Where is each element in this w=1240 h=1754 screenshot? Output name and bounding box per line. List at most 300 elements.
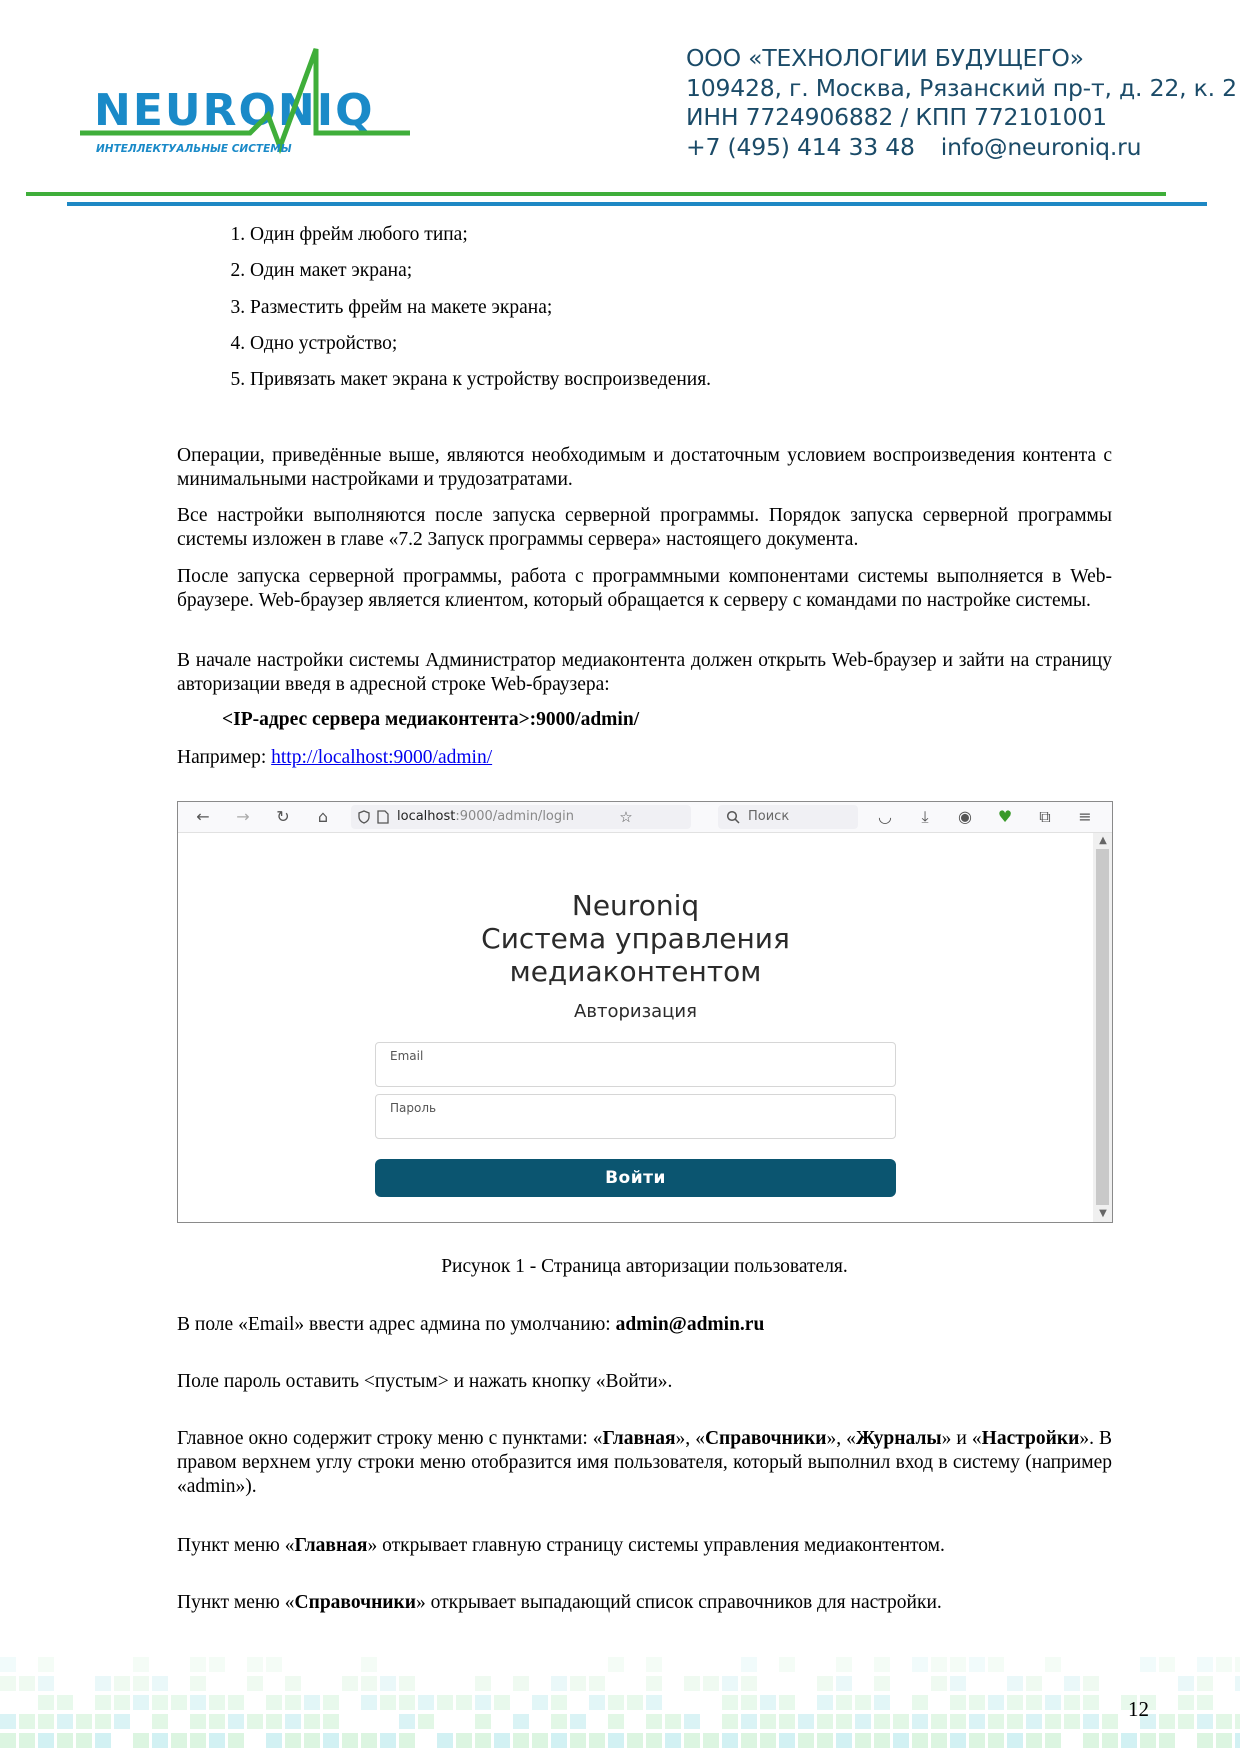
list-item: 1. Один фрейм любого типа; — [250, 223, 1050, 259]
footer-pattern-block — [532, 1695, 548, 1710]
footer-pattern-block — [1026, 1676, 1042, 1691]
password-instruction: Поле пароль оставить <пустым> и нажать кнопку «Войти». — [177, 1371, 673, 1392]
example-line — [177, 746, 1112, 770]
footer-pattern-block — [684, 1714, 700, 1729]
footer-pattern-block — [513, 1714, 529, 1729]
footer-pattern-block — [285, 1733, 301, 1748]
footer-pattern-block — [323, 1714, 339, 1729]
main-text-pre: Пункт меню « — [177, 1535, 295, 1556]
footer-pattern-block — [627, 1695, 643, 1710]
footer-pattern-block — [608, 1714, 624, 1729]
header-divider-green — [26, 192, 1166, 196]
footer-pattern-block — [266, 1733, 282, 1748]
footer-pattern-block — [1197, 1733, 1213, 1748]
company-info — [686, 44, 1237, 162]
list-item: 4. Одно устройство; — [250, 332, 1050, 368]
footer-pattern-block — [1121, 1733, 1137, 1748]
footer-pattern-block — [646, 1657, 662, 1672]
footer-pattern-block — [1045, 1714, 1061, 1729]
footer-pattern-block — [855, 1695, 871, 1710]
footer-pattern-block — [589, 1695, 605, 1710]
footer-pattern-block — [703, 1733, 719, 1748]
footer-pattern-block — [456, 1695, 472, 1710]
footer-pattern-block — [38, 1676, 54, 1691]
footer-pattern-block — [551, 1714, 567, 1729]
footer-pattern-block — [646, 1676, 662, 1691]
footer-pattern-block — [133, 1657, 149, 1672]
download-icon[interactable]: ⤓ — [921, 807, 929, 826]
footer-pattern-block — [190, 1657, 206, 1672]
footer-pattern-block — [798, 1733, 814, 1748]
footer-pattern-block — [418, 1714, 434, 1729]
footer-pattern-block — [1235, 1657, 1240, 1672]
reload-icon[interactable]: ↻ — [276, 807, 290, 826]
address-pattern: <IP-адрес сервера медиаконтента>:9000/admin/ — [222, 709, 640, 730]
footer-pattern-block — [57, 1695, 73, 1710]
footer-pattern-block — [437, 1733, 453, 1748]
list-item: 5. Привязать макет экрана к устройству воспроизведения. — [250, 368, 1050, 404]
footer-pattern-block — [247, 1676, 263, 1691]
login-screenshot — [177, 801, 1113, 1223]
footer-pattern-block — [114, 1714, 130, 1729]
footer-pattern-block — [1007, 1714, 1023, 1729]
footer-pattern-block — [133, 1695, 149, 1710]
footer-pattern-block — [874, 1657, 890, 1672]
footer-pattern-block — [1216, 1657, 1232, 1672]
login-title-line2: Система управления — [481, 922, 790, 955]
footer-pattern-block — [589, 1676, 605, 1691]
footer-pattern-block — [950, 1695, 966, 1710]
search-icon — [726, 810, 740, 824]
footer-pattern-block — [209, 1695, 225, 1710]
footer-pattern-block — [950, 1714, 966, 1729]
footer-pattern-block — [608, 1695, 624, 1710]
footer-pattern-block — [817, 1676, 833, 1691]
company-name: ООО «ТЕХНОЛОГИИ БУДУЩЕГО» — [686, 44, 1084, 72]
company-inn-kpp: ИНН 7724906882 / КПП 772101001 — [686, 103, 1107, 131]
refs-text-pre: Пункт меню « — [177, 1592, 295, 1613]
footer-pattern-block — [684, 1733, 700, 1748]
default-admin-email: admin@admin.ru — [615, 1314, 765, 1335]
footer-pattern-block — [95, 1695, 111, 1710]
footer-pattern-block — [1007, 1676, 1023, 1691]
footer-pattern-block — [931, 1657, 947, 1672]
figure-caption: Рисунок 1 - Страница авторизации пользователя. — [441, 1256, 848, 1277]
menu-item-main: Главная — [602, 1428, 676, 1449]
footer-pattern-block — [114, 1676, 130, 1691]
footer-pattern-block — [475, 1695, 491, 1710]
footer-pattern-block — [418, 1695, 434, 1710]
footer-pattern-block — [456, 1733, 472, 1748]
address-bar[interactable] — [351, 805, 691, 829]
menu-item-logs: Журналы — [855, 1428, 942, 1449]
footer-pattern-block — [152, 1733, 168, 1748]
logo-wordmark: NEURONIQ — [94, 85, 375, 136]
footer-pattern-block — [399, 1695, 415, 1710]
footer-pattern-block — [741, 1733, 757, 1748]
footer-pattern-block — [665, 1714, 681, 1729]
footer-pattern-block — [589, 1733, 605, 1748]
footer-pattern-block — [874, 1676, 890, 1691]
example-label: Например: — [177, 747, 272, 768]
footer-pattern-block — [779, 1714, 795, 1729]
footer-pattern-block — [817, 1695, 833, 1710]
url-host: localhost — [397, 809, 456, 824]
home-icon[interactable]: ⌂ — [317, 807, 329, 826]
forward-arrow-icon[interactable]: → — [236, 807, 250, 826]
pocket-icon[interactable]: ◡ — [878, 807, 892, 826]
menu-icon[interactable]: ≡ — [1078, 807, 1092, 826]
footer-pattern-block — [0, 1657, 16, 1672]
footer-pattern-block — [836, 1695, 852, 1710]
footer-pattern-block — [1045, 1695, 1061, 1710]
footer-pattern-block — [57, 1733, 73, 1748]
footer-pattern-block — [152, 1714, 168, 1729]
footer-pattern-block — [722, 1676, 738, 1691]
footer-pattern-block — [608, 1733, 624, 1748]
footer-pattern-block — [342, 1676, 358, 1691]
footer-pattern-block — [1235, 1733, 1240, 1748]
main-item-name: Главная — [294, 1535, 368, 1556]
footer-pattern-block — [988, 1657, 1004, 1672]
company-logo — [80, 45, 410, 160]
footer-pattern-block — [228, 1733, 244, 1748]
footer-pattern-block — [893, 1714, 909, 1729]
footer-pattern-block — [494, 1733, 510, 1748]
paragraph-browser: После запуска серверной программы, работа с программными компонентами системы выполняется в Web-браузере. Web-браузер является клиентом, который обращается к серверу с командами по настройке системы. — [177, 566, 1112, 611]
footer-pattern-block — [741, 1695, 757, 1710]
footer-pattern-block — [893, 1733, 909, 1748]
footer-pattern-block — [608, 1657, 624, 1672]
footer-pattern-block — [741, 1676, 757, 1691]
footer-pattern-block — [551, 1733, 567, 1748]
example-url-link[interactable]: http://localhost:9000/admin/ — [271, 747, 493, 768]
footer-pattern-block — [285, 1695, 301, 1710]
refs-text-post: » открывает выпадающий список справочников для настройки. — [416, 1592, 942, 1613]
footer-pattern-block — [912, 1695, 928, 1710]
company-phone: +7 (495) 414 33 48 — [686, 132, 915, 161]
main-menu-description — [177, 1534, 1112, 1558]
footer-pattern-block — [304, 1714, 320, 1729]
footer-pattern-block — [361, 1733, 377, 1748]
footer-pattern-block — [1026, 1714, 1042, 1729]
footer-pattern-block — [475, 1676, 491, 1691]
footer-pattern-block — [722, 1733, 738, 1748]
footer-pattern-block — [969, 1657, 985, 1672]
footer-pattern-block — [779, 1733, 795, 1748]
footer-pattern-block — [969, 1733, 985, 1748]
footer-pattern-block — [874, 1695, 890, 1710]
shield-icon — [357, 810, 371, 824]
footer-pattern-block — [551, 1695, 567, 1710]
footer-pattern-block — [323, 1733, 339, 1748]
footer-pattern-block — [38, 1657, 54, 1672]
footer-pattern-block — [266, 1695, 282, 1710]
footer-pattern-block — [912, 1657, 928, 1672]
footer-pattern-block — [1102, 1714, 1118, 1729]
footer-pattern-block — [570, 1733, 586, 1748]
footer-pattern-block — [38, 1714, 54, 1729]
footer-pattern-block — [209, 1657, 225, 1672]
footer-pattern-block — [475, 1733, 491, 1748]
footer-pattern-block — [76, 1733, 92, 1748]
footer-pattern-block — [1102, 1733, 1118, 1748]
footer-pattern-block — [551, 1676, 567, 1691]
footer-pattern-block — [703, 1676, 719, 1691]
footer-pattern-block — [684, 1676, 700, 1691]
footer-pattern-block — [988, 1733, 1004, 1748]
footer-pattern-block — [1007, 1695, 1023, 1710]
footer-pattern-block — [646, 1695, 662, 1710]
footer-pattern-block — [1159, 1657, 1175, 1672]
menu-sep: » и « — [941, 1428, 982, 1449]
footer-pattern-block — [513, 1676, 529, 1691]
footer-pattern-block — [190, 1695, 206, 1710]
footer-pattern-block — [1197, 1714, 1213, 1729]
footer-pattern-block — [190, 1714, 206, 1729]
main-text-post: » открывает главную страницу системы управления медиаконтентом. — [367, 1535, 945, 1556]
footer-pattern-block — [1045, 1733, 1061, 1748]
footer-pattern-block — [57, 1714, 73, 1729]
login-title-brand: Neuroniq — [571, 889, 700, 922]
footer-pattern-block — [513, 1733, 529, 1748]
login-subtitle: Авторизация — [574, 1001, 697, 1022]
footer-pattern-block — [912, 1714, 928, 1729]
footer-pattern-block — [722, 1714, 738, 1729]
url-path: :9000/admin/login — [455, 809, 574, 824]
footer-pattern-block — [399, 1733, 415, 1748]
scroll-thumb[interactable] — [1096, 849, 1109, 1205]
footer-pattern-block — [1178, 1714, 1194, 1729]
email-field[interactable] — [375, 1042, 896, 1087]
footer-pattern-block — [19, 1714, 35, 1729]
footer-pattern-block — [665, 1733, 681, 1748]
footer-pattern-block — [855, 1714, 871, 1729]
footer-pattern-block — [19, 1733, 35, 1748]
footer-pattern-block — [1197, 1657, 1213, 1672]
footer-pattern-block — [1197, 1676, 1213, 1691]
menu-item-references: Справочники — [704, 1428, 827, 1449]
footer-pattern-block — [380, 1733, 396, 1748]
bookmark-star-icon[interactable]: ☆ — [619, 808, 633, 826]
footer-pattern-block — [380, 1695, 396, 1710]
footer-pattern-block — [988, 1695, 1004, 1710]
extensions-puzzle-icon[interactable]: ⧉ — [1039, 807, 1051, 826]
menu-sep: », « — [826, 1428, 856, 1449]
login-title-line3: медиаконтентом — [509, 955, 762, 988]
footer-pattern-block — [247, 1657, 263, 1672]
footer-pattern-block — [190, 1733, 206, 1748]
footer-pattern-block — [0, 1676, 16, 1691]
footer-pattern-block — [361, 1695, 377, 1710]
footer-pattern-block — [1083, 1676, 1099, 1691]
footer-pattern-block — [1064, 1714, 1080, 1729]
footer-pattern-block — [931, 1676, 947, 1691]
footer-pattern-block — [171, 1733, 187, 1748]
footer-pattern-block — [1159, 1733, 1175, 1748]
footer-pattern-block — [361, 1657, 377, 1672]
footer-pattern-block — [361, 1676, 377, 1691]
footer-pattern-block — [1045, 1657, 1061, 1672]
footer-pattern-block — [0, 1733, 16, 1748]
footer-pattern-block — [95, 1714, 111, 1729]
footer-pattern-block — [836, 1733, 852, 1748]
menu-text-post: ». В правом верхнем углу строки меню отобразится имя пользователя, который выполнил вход в систему (например «admin»). — [177, 1428, 1113, 1497]
password-field[interactable] — [375, 1094, 896, 1139]
footer-decorative-pattern — [0, 1648, 1240, 1754]
footer-pattern-block — [836, 1714, 852, 1729]
scroll-up-icon[interactable]: ▲ — [1099, 835, 1107, 846]
footer-pattern-block — [1026, 1733, 1042, 1748]
footer-pattern-block — [1235, 1714, 1240, 1729]
footer-pattern-block — [38, 1695, 54, 1710]
account-icon[interactable]: ◉ — [958, 807, 972, 826]
footer-pattern-block — [646, 1733, 662, 1748]
footer-pattern-block — [722, 1695, 738, 1710]
list-item: 2. Один макет экрана; — [250, 259, 1050, 295]
refs-item-name: Справочники — [294, 1592, 417, 1613]
footer-pattern-block — [285, 1676, 301, 1691]
footer-pattern-block — [836, 1676, 852, 1691]
footer-pattern-block — [931, 1714, 947, 1729]
footer-pattern-block — [38, 1733, 54, 1748]
footer-pattern-block — [437, 1695, 453, 1710]
setup-steps-list — [206, 223, 1050, 404]
page-icon — [377, 810, 389, 824]
footer-pattern-block — [532, 1733, 548, 1748]
footer-pattern-block — [798, 1714, 814, 1729]
paragraph-auth-start: В начале настройки системы Администратор медиаконтента должен открыть Web-браузер и зайти на страницу авторизации введя в адресной строке Web-браузера: — [177, 650, 1112, 695]
company-email: info@neuroniq.ru — [940, 132, 1142, 161]
footer-pattern-block — [171, 1695, 187, 1710]
footer-pattern-block — [399, 1676, 415, 1691]
footer-pattern-block — [266, 1714, 282, 1729]
menu-description — [177, 1427, 1112, 1499]
footer-pattern-block — [874, 1714, 890, 1729]
footer-pattern-block — [228, 1695, 244, 1710]
email-label: Email — [390, 1049, 424, 1063]
footer-pattern-block — [646, 1714, 662, 1729]
scroll-down-icon[interactable]: ▼ — [1099, 1208, 1107, 1219]
footer-pattern-block — [190, 1676, 206, 1691]
menu-sep: », « — [675, 1428, 705, 1449]
search-placeholder: Поиск — [748, 809, 790, 824]
browser-search-box[interactable] — [718, 805, 858, 829]
references-menu-description — [177, 1591, 1112, 1615]
footer-pattern-block — [1140, 1733, 1156, 1748]
browser-toolbar — [178, 802, 1112, 833]
footer-pattern-block — [323, 1695, 339, 1710]
footer-pattern-block — [760, 1714, 776, 1729]
header-divider-blue — [67, 202, 1207, 206]
email-instruction — [177, 1313, 1112, 1337]
footer-pattern-block — [285, 1714, 301, 1729]
footer-pattern-block — [304, 1695, 320, 1710]
footer-pattern-block — [0, 1714, 16, 1729]
footer-pattern-block — [152, 1695, 168, 1710]
footer-pattern-block — [874, 1733, 890, 1748]
footer-pattern-block — [266, 1657, 282, 1672]
menu-item-settings: Настройки — [981, 1428, 1080, 1449]
password-label: Пароль — [390, 1101, 437, 1115]
extension-shield-icon[interactable]: ♥ — [997, 807, 1013, 826]
footer-pattern-block — [380, 1676, 396, 1691]
footer-pattern-block — [950, 1676, 966, 1691]
footer-pattern-block — [494, 1695, 510, 1710]
footer-pattern-block — [969, 1714, 985, 1729]
footer-pattern-block — [779, 1695, 795, 1710]
footer-pattern-block — [627, 1733, 643, 1748]
footer-pattern-block — [1083, 1733, 1099, 1748]
footer-pattern-block — [931, 1733, 947, 1748]
back-arrow-icon[interactable]: ← — [196, 807, 210, 826]
footer-pattern-block — [950, 1657, 966, 1672]
footer-pattern-block — [1197, 1695, 1213, 1710]
footer-pattern-block — [570, 1676, 586, 1691]
footer-pattern-block — [988, 1714, 1004, 1729]
paragraph-operations: Операции, приведённые выше, являются необходимым и достаточным условием воспроизведения контента с минимальными настройками и трудозатратами. — [177, 445, 1112, 490]
vertical-scrollbar[interactable] — [1093, 833, 1112, 1222]
paragraph-settings: Все настройки выполняются после запуска серверной программы. Порядок запуска серверной программы системы изложен в главе «7.2 Запуск программы сервера» настоящего документа. — [177, 505, 1112, 550]
logo-tagline: ИНТЕЛЛЕКТУАЛЬНЫЕ СИСТЕМЫ — [96, 143, 292, 155]
footer-pattern-block — [209, 1714, 225, 1729]
footer-pattern-block — [1178, 1695, 1194, 1710]
footer-pattern-block — [817, 1714, 833, 1729]
page-number: 12 — [1128, 1697, 1149, 1721]
footer-pattern-block — [114, 1695, 130, 1710]
footer-pattern-block — [741, 1714, 757, 1729]
footer-pattern-block — [1083, 1695, 1099, 1710]
footer-pattern-block — [1083, 1714, 1099, 1729]
footer-pattern-block — [475, 1714, 491, 1729]
footer-pattern-block — [760, 1733, 776, 1748]
footer-pattern-block — [342, 1733, 358, 1748]
footer-pattern-block — [741, 1657, 757, 1672]
menu-text-pre: Главное окно содержит строку меню с пунктами: « — [177, 1428, 603, 1449]
footer-pattern-block — [1159, 1714, 1175, 1729]
footer-pattern-block — [570, 1714, 586, 1729]
footer-pattern-block — [1178, 1676, 1194, 1691]
footer-pattern-block — [76, 1714, 92, 1729]
footer-pattern-block — [1064, 1676, 1080, 1691]
footer-pattern-block — [855, 1733, 871, 1748]
footer-pattern-block — [1007, 1733, 1023, 1748]
footer-pattern-block — [1026, 1695, 1042, 1710]
email-instruction-text: В поле «Email» ввести адрес админа по умолчанию: — [177, 1314, 616, 1335]
footer-pattern-block — [969, 1695, 985, 1710]
footer-pattern-block — [304, 1733, 320, 1748]
footer-pattern-block — [779, 1657, 795, 1672]
footer-pattern-block — [760, 1695, 776, 1710]
list-item: 3. Разместить фрейм на макете экрана; — [250, 296, 1050, 332]
footer-pattern-block — [1216, 1714, 1232, 1729]
footer-pattern-block — [1235, 1676, 1240, 1691]
footer-pattern-block — [1064, 1695, 1080, 1710]
footer-pattern-block — [228, 1714, 244, 1729]
footer-pattern-block — [19, 1676, 35, 1691]
footer-pattern-block — [95, 1676, 111, 1691]
footer-pattern-block — [209, 1733, 225, 1748]
footer-pattern-block — [836, 1657, 852, 1672]
footer-pattern-block — [133, 1676, 149, 1691]
footer-pattern-block — [399, 1714, 415, 1729]
footer-pattern-block — [247, 1714, 263, 1729]
footer-pattern-block — [1216, 1733, 1232, 1748]
footer-pattern-block — [950, 1733, 966, 1748]
footer-pattern-block — [95, 1733, 111, 1748]
login-button[interactable]: Войти — [375, 1159, 896, 1197]
footer-pattern-block — [817, 1733, 833, 1748]
